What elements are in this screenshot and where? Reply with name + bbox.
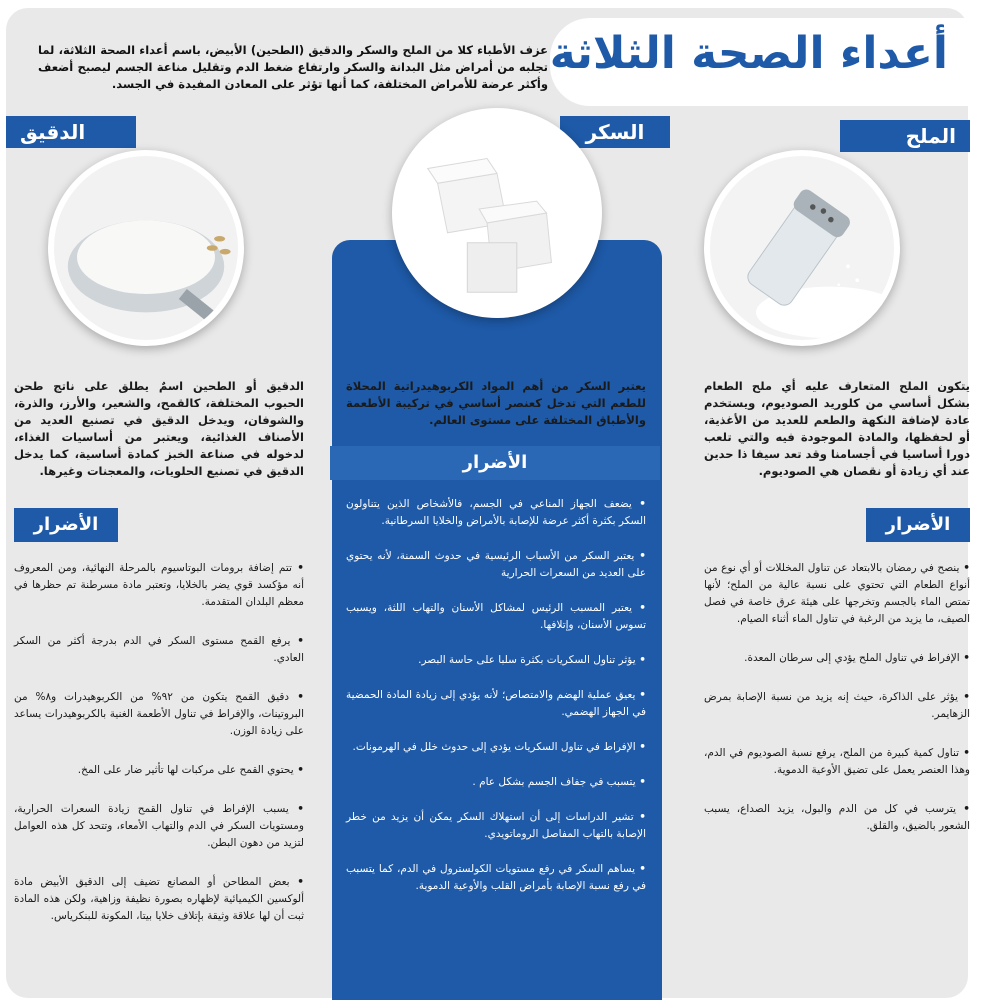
salt-shaker-photo [710,156,894,340]
list-item: • يساهم السكر في رفع مستويات الكولسترول في الدم، كما يتسبب في رفع نسبة الإصابة بأمراض القلب والأوعية الدموية. [346,861,646,895]
sugar-image [392,108,602,318]
sugar-harms-list [346,496,646,913]
list-item: • يترسب في كل من الدم والبول، يزيد الصداع، يسبب الشعور بالضيق، والقلق. [704,801,970,835]
list-item: • يضعف الجهاز المناعي في الجسم، فالأشخاص الذين يتناولون السكر بكثرة أكثر عرضة للإصابة بالأمراض والخلايا السرطانية. [346,496,646,530]
sugar-description: يعتبر السكر من أهم المواد الكربوهيدراتية المحلاة للطعم التي تدخل كعنصر أساسي في تركيبة الأطعمة والأطباق المختلفة على مستوى العالم. [346,379,646,427]
list-item: • تشير الدراسات إلى أن استهلاك السكر يمكن أن يزيد من خطر الإصابة بالتهاب المفاصل الروماتويدي. [346,809,646,843]
list-item: • يعتبر المسبب الرئيس لمشاكل الأسنان والتهاب اللثة، ويسبب تسوس الأسنان، وإتلافها. [346,600,646,634]
list-item: • دقيق القمح يتكون من ٩٢% من الكربوهيدرات و٨% من البروتينات، والإفراط في تناول الأطعمة الغنية بالكربوهيدرات يساعد على زيادة الوزن. [14,689,304,740]
list-item: • يسبب الإفراط في تناول القمح زيادة السعرات الحرارية، ومستويات السكر في الدم والتهاب الأمعاء، وتتحد كل هذه العوامل لتزيد من دهون البطن. [14,801,304,852]
salt-label: الملح [840,120,970,152]
intro-text: عزف الأطباء كلا من الملح والسكر والدقيق (الطحين) الأبيض، باسم أعداء الصحة الثلاثة، لما تجلبه من أمراض مثل البدانة والسكر وارتفاع ضغط الدم وتقليل مناعة الجسم ليصبح أضعف وأكثر عرضة للأمراض المختلفة، كما أنها تؤثر على المعادن المفيدة في الجسد. [38,43,548,91]
flour-harms-title: الأضرار [14,508,118,542]
flour-scoop-photo [54,156,238,340]
sugar-cubes-photo [398,114,596,312]
flour-description: الدقيق أو الطحين اسمٌ يطلق على ناتج طحن الحبوب المختلفة، كالقمح، والشعير، والأرز، والذرة، والشوفان، ويدخل الدقيق في تصنيع العديد من الأصناف الغذائية، ويعتبر من أساسيات الغذاء، لدخوله في صناعة الخبز كمادة أساسية، كما يدخل الدقيق في تصنيع الحلويات، والمعجنات وغيرها. [14,379,304,478]
list-item: • يعتبر السكر من الأسباب الرئيسية في حدوث السمنة، لأنه يحتوي على العديد من السعرات الحرارية [346,548,646,582]
list-item: • يعيق عملية الهضم والامتصاص؛ لأنه يؤدي إلى زيادة المادة الحمضية في الجهاز الهضمي. [346,687,646,721]
flour-harms-list [14,560,304,947]
list-item: • بعض المطاحن أو المصانع تضيف إلى الدقيق الأبيض مادة ألوكسين الكيميائية لإظهاره بصورة نظيفة وزاهية، ولكن هذه المادة ثبت أن لها علاقة وثيقة بإتلاف خلايا بيتا، المكونة للبنكرياس. [14,874,304,925]
sugar-label: السكر [560,116,670,148]
list-item: • تناول كمية كبيرة من الملح، يرفع نسبة الصوديوم في الدم، وهذا العنصر يعمل على تضيق الأوعية الدموية. [704,745,970,779]
list-item: • يتسبب في جفاف الجسم بشكل عام . [346,774,646,791]
flour-image [48,150,244,346]
salt-description: يتكون الملح المتعارف عليه أي ملح الطعام بشكل أساسي من كلوريد الصوديوم، ويستخدم عادة لإضافة النكهة والطعم للعديد من الأغذية، أو لحفظها، والمادة الموجودة فيه والتي تلعب دورا أساسيا في أجسامنا وقد تعد سيفا ذا حدين عند أي زيادة أو نقصان هي الصوديوم. [704,379,970,478]
list-item: • يحتوي القمح على مركبات لها تأثير ضار على المخ. [14,762,304,779]
salt-harms-list [704,560,970,857]
list-item: • ينصح في رمضان بالابتعاد عن تناول المخللات أو أي نوع من أنواع الطعام التي تحتوي على نسبة عالية من الملح؛ لأنها تمتص الماء بالجسم وتخرجها على هيئة عرق خاصة في فصل الصيف، ما يزيد من الرغبة في تناول الماء أثناء الصيام. [704,560,970,628]
list-item: • يؤثر على الذاكرة، حيث إنه يزيد من نسبة الإصابة بمرض الزهايمر. [704,689,970,723]
sugar-harms-title: الأضرار [330,446,660,480]
list-item: • يرفع القمح مستوى السكر في الدم بدرجة أكثر من السكر العادي. [14,633,304,667]
salt-harms-title: الأضرار [866,508,970,542]
list-item: • يؤثر تناول السكريات بكثرة سلبا على حاسة البصر. [346,652,646,669]
list-item: • تتم إضافة برومات البوتاسيوم بالمرحلة النهائية، ومن المعروف أنه مؤكسد قوي يضر بالخلايا، وتعتبر مادة مسرطنة تم حظرها في معظم البلدان المتقدمة. [14,560,304,611]
list-item: • الإفراط في تناول الملح يؤدي إلى سرطان المعدة. [704,650,970,667]
salt-image [704,150,900,346]
list-item: • الإفراط في تناول السكريات يؤدي إلى حدوث خلل في الهرمونات. [346,739,646,756]
page-title: أعداء الصحة الثلاثة [549,28,948,79]
flour-label: الدقيق [6,116,136,148]
